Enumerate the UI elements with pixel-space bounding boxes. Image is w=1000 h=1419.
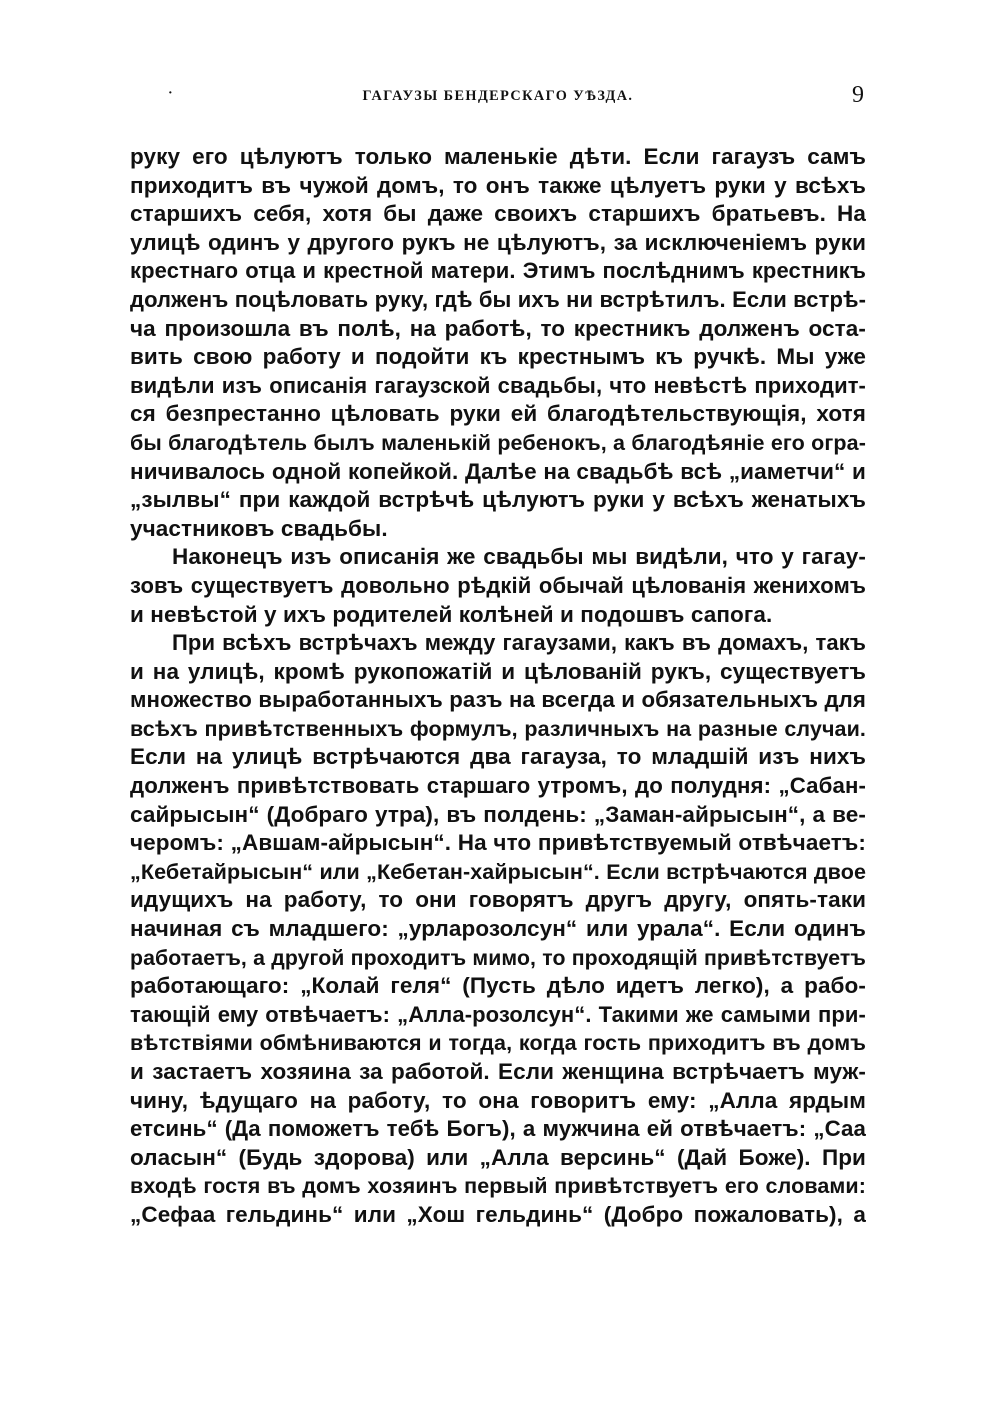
text-line: тающій ему отвѣчаетъ: „Алла-розолсун“. Такими же самыми при-	[130, 1001, 866, 1027]
header-mark: ·	[168, 86, 173, 101]
text-line: „зылвы“ при каждой встрѣчѣ цѣлуютъ руки у всѣхъ женатыхъ	[130, 487, 866, 513]
text-line: вѣтствіями обмѣниваются и тогда, когда гость приходитъ въ домъ	[130, 1031, 866, 1056]
text-line: етсинь“ (Да поможетъ тебѣ Богъ), а мужчина ей отвѣчаетъ: „Саа	[130, 1116, 866, 1142]
text-line: идущихъ на работу, то они говорятъ другъ другу, опять-таки	[130, 887, 866, 913]
text-line: оласын“ (Будь здорова) или „Алла версинь“ (Дай Боже). При	[130, 1144, 866, 1170]
text-line: приходитъ въ чужой домъ, то онъ также цѣлуетъ руки у всѣхъ	[130, 172, 866, 198]
text-line: При всѣхъ встрѣчахъ между гагаузами, какъ въ домахъ, такъ	[172, 630, 866, 656]
text-line: руку его цѣлуютъ только маленькіе дѣти. Если гагаузъ самъ	[130, 144, 866, 169]
page-number: 9	[852, 82, 864, 108]
text-line: и на улицѣ, кромѣ рукопожатій и цѣлованій рукъ, существуетъ	[130, 658, 866, 684]
text-line: и застаетъ хозяина за работой. Если женщина встрѣчаетъ муж-	[130, 1059, 866, 1084]
running-title: ГАГАУЗЫ БЕНДЕРСКАГО УѢЗДА.	[362, 88, 634, 104]
text-line: видѣли изъ описанія гагаузской свадьбы, что невѣстѣ приходит-	[130, 372, 866, 398]
running-header	[130, 84, 866, 108]
text-line: Наконецъ изъ описанія же свадьбы мы видѣли, что у гагау-	[172, 544, 866, 570]
text-line: „Сефаа гельдинь“ или „Хош гельдинь“ (Добро пожаловать), а	[130, 1201, 866, 1227]
text-line: долженъ поцѣловать руку, гдѣ бы ихъ ни встрѣтилъ. Если встрѣ-	[130, 286, 866, 312]
text-line: ничивалось одной копейкой. Далѣе на свадьбѣ всѣ „иаметчи“ и	[130, 458, 866, 484]
text-line: чину, ѣдущаго на работу, то она говоритъ ему: „Алла ярдым	[130, 1087, 866, 1113]
text-line: крестнаго отца и крестной матери. Этимъ послѣднимъ крестникъ	[130, 258, 866, 284]
body-text	[130, 143, 866, 1230]
text-line: сайрысын“ (Добраго утра), въ полдень: „Заман-айрысын“, а ве-	[130, 801, 866, 827]
text-line: улицѣ одинъ у другого рукъ не цѣлуютъ, за исключеніемъ руки	[130, 229, 866, 255]
text-line: множество выработанныхъ разъ на всегда и обязательныхъ для	[130, 687, 866, 713]
text-line: вить свою работу и подойти къ крестнымъ къ ручкѣ. Мы уже	[130, 344, 866, 370]
text-line: Если на улицѣ встрѣчаются два гагауза, то младшій изъ нихъ	[130, 744, 866, 770]
text-line: и невѣстой у ихъ родителей колѣней и подошвъ сапога.	[130, 601, 773, 627]
text-line: работающаго: „Колай геля“ (Пусть дѣло идетъ легко), а рабо-	[130, 973, 866, 999]
text-line: „Кебетайрысын“ или „Кебетан-хайрысын“. Если встрѣчаются двое	[130, 859, 866, 884]
text-line: зовъ существуетъ довольно рѣдкій обычай цѣлованія женихомъ	[130, 572, 866, 598]
text-line: долженъ привѣтствовать старшаго утромъ, до полудня: „Сабан-	[130, 773, 866, 799]
text-line: участниковъ свадьбы.	[130, 515, 388, 541]
text-line: ча произошла въ полѣ, на работѣ, то крестникъ долженъ оста-	[130, 315, 866, 341]
text-line: бы благодѣтель былъ маленькій ребенокъ, а благодѣяніе его огра-	[130, 430, 866, 455]
text-line: входѣ гостя въ домъ хозяинъ первый привѣтствуетъ его словами:	[130, 1174, 866, 1199]
text-line: всѣхъ привѣтственныхъ формулъ, различныхъ на разные случаи.	[130, 716, 866, 741]
text-line: черомъ: „Авшам-айрысын“. На что привѣтствуемый отвѣчаетъ:	[130, 830, 866, 856]
text-line: начиная съ младшего: „урларозолсун“ или урала“. Если одинъ	[130, 916, 866, 942]
text-line: работаетъ, а другой проходитъ мимо, то проходящій привѣтствуетъ	[130, 945, 866, 970]
text-line: старшихъ себя, хотя бы даже своихъ старшихъ братьевъ. На	[130, 201, 866, 227]
text-line: ся безпрестанно цѣловать руки ей благодѣтельствующія, хотя	[130, 401, 866, 427]
